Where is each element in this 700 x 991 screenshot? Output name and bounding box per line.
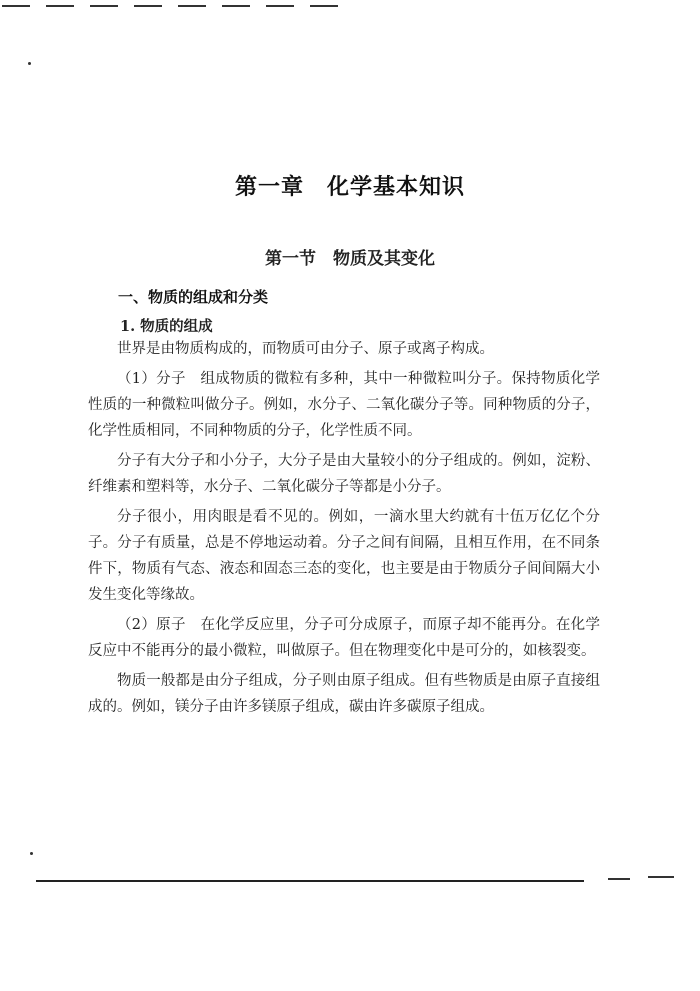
chapter-title: 第一章 化学基本知识 <box>234 175 465 200</box>
paragraph: 分子很小，用肉眼是看不见的。例如，一滴水里大约就有十伍万亿亿个分子。分子有质量，总是不停地运动着。分子之间有间隔，且相互作用，在不同条件下，物质有气态、液态和固态三态的变化，也主要是由于物质分子间间隔大小发生变化等缘故。 <box>88 509 600 603</box>
paragraph: 世界是由物质构成的，而物质可由分子、原子或离子构成。 <box>117 341 494 357</box>
bottom-rule <box>36 880 584 882</box>
bottom-rule-dash <box>608 878 630 880</box>
subsection-title: 一、物质的组成和分类 <box>118 288 269 306</box>
paragraph: （2）原子 在化学反应里，分子可分成原子，而原子却不能再分。在化学反应中不能再分的最小微粒，叫做原子。但在物理变化中是可分的，如核裂变。 <box>88 617 600 659</box>
paragraph: 物质一般都是由分子组成，分子则由原子组成。但有些物质是由原子直接组成的。例如，镁分子由许多镁原子组成，碳由许多碳原子组成。 <box>88 673 600 715</box>
top-dashed-border <box>0 0 340 10</box>
section-title: 第一节 物质及其变化 <box>265 249 435 269</box>
body-text <box>88 336 600 724</box>
scan-speck <box>30 852 33 855</box>
scan-speck <box>28 62 31 65</box>
item-title: 1. 物质的组成 <box>120 318 213 335</box>
paragraph: （1）分子 组成物质的微粒有多种，其中一种微粒叫分子。保持物质化学性质的一种微粒叫做分子。例如，水分子、二氧化碳分子等。同种物质的分子，化学性质相同，不同种物质的分子，化学性质不同。 <box>88 371 600 439</box>
paragraph: 分子有大分子和小分子，大分子是由大量较小的分子组成的。例如，淀粉、纤维素和塑料等，水分子、二氧化碳分子等都是小分子。 <box>88 453 600 495</box>
bottom-rule-dash <box>648 876 674 878</box>
